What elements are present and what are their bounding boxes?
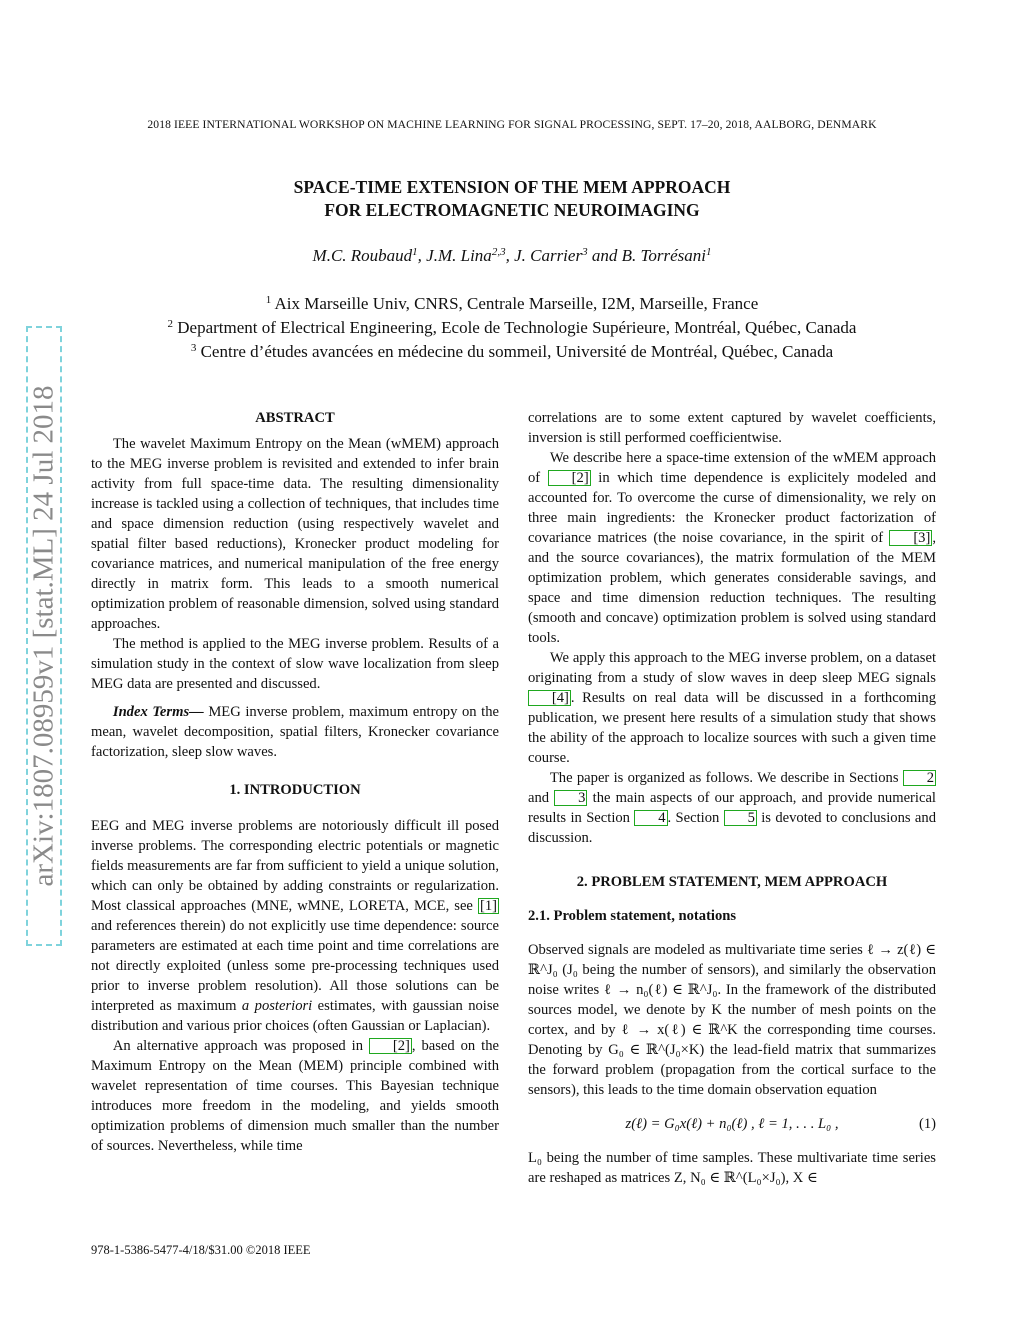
abstract-heading: ABSTRACT xyxy=(255,410,335,426)
author-name: J. Carrier xyxy=(514,246,583,265)
intro-paragraph xyxy=(528,648,936,768)
right-column xyxy=(528,408,936,1188)
text-run: . Section xyxy=(667,810,724,826)
section-heading-introduction: 1. INTRODUCTION xyxy=(229,782,361,798)
abstract-paragraph: The wavelet Maximum Entropy on the Mean (wMEM) approach to the MEG inverse problem is revisited and extended to infer brain activity from full space-time data. The resulting dimensionality increase is tackled using a collection of techniques, that includes time and space dimension reduction (using respectively wavelet and spatial filter based reductions), Kronecker product modeling for covariance matrices, and numerical manipulation of the free energy directly in matrix form. This leads to a smooth numerical optimization problem of reasonable dimension, solved using standard approaches. xyxy=(91,436,499,632)
affiliation-mark: 3 xyxy=(190,342,197,354)
citation-link[interactable]: [4] xyxy=(528,690,571,706)
author-affiliation-mark: 3 xyxy=(582,246,588,258)
arxiv-stamp xyxy=(26,326,62,946)
intro-paragraph: correlations are to some extent captured by wavelet coefficients, inversion is still performed coefficientwise. xyxy=(528,410,936,446)
section-link[interactable]: 2 xyxy=(903,770,936,786)
section-link[interactable]: 3 xyxy=(554,790,587,806)
text-run: , and the source covariances), the matrix formulation of the MEM optimization problem, which generates considerable savings, and space and time dimension reduction techniques. The resulting (smooth and concave) optimization problem is solved using standard tools. xyxy=(528,530,936,646)
body-paragraph: L₀ being the number of time samples. These multivariate time series are reshaped as matrices Z, N₀ ∈ ℝ^(L₀×J₀), X ∈ xyxy=(528,1150,936,1186)
affiliation xyxy=(0,340,1024,364)
text-run: An alternative approach was proposed in xyxy=(112,1038,369,1054)
author-name: B. Torrésani xyxy=(621,246,706,265)
title-line-2: FOR ELECTROMAGNETIC NEUROIMAGING xyxy=(324,200,700,220)
arxiv-identifier[interactable]: arXiv:1807.08959v1 [stat.ML] 24 Jul 2018 xyxy=(27,385,60,887)
author-separator: , xyxy=(417,246,427,265)
author-separator: , xyxy=(505,246,515,265)
left-column xyxy=(91,408,499,1156)
affiliation-mark: 2 xyxy=(167,318,174,330)
affiliations xyxy=(0,292,1024,364)
text-run: and xyxy=(528,790,555,806)
index-terms xyxy=(91,702,499,762)
author-name: J.M. Lina xyxy=(426,246,492,265)
equation-number: (1) xyxy=(918,1116,936,1132)
author-list xyxy=(0,246,1024,266)
citation-link[interactable]: [3] xyxy=(889,530,932,546)
text-run: is devoted to conclusions and discussion. xyxy=(528,810,936,846)
citation-link[interactable]: [1] xyxy=(479,898,497,914)
author-name: M.C. Roubaud xyxy=(312,246,413,265)
intro-paragraph xyxy=(528,768,936,848)
conference-header: 2018 IEEE INTERNATIONAL WORKSHOP ON MACHINE LEARNING FOR SIGNAL PROCESSING, SEPT. 17–20, 2018, AALBORG, DENMARK xyxy=(147,118,877,131)
intro-paragraph xyxy=(528,448,936,648)
intro-paragraph xyxy=(91,1036,499,1156)
affiliation xyxy=(0,292,1024,316)
index-terms-label: Index Terms— xyxy=(112,704,204,720)
author-affiliation-mark: 2,3 xyxy=(491,246,506,258)
equation-body: z(ℓ) = G₀x(ℓ) + n₀(ℓ) , ℓ = 1, . . . L₀ , xyxy=(625,1116,839,1132)
subsection-heading: 2.1. Problem statement, notations xyxy=(528,908,737,924)
section-link[interactable]: 5 xyxy=(724,810,757,826)
author-affiliation-mark: 1 xyxy=(412,246,418,258)
text-run: The paper is organized as follows. We describe in Sections xyxy=(549,770,903,786)
text-run: , based on the Maximum Entropy on the Mean (MEM) principle combined with wavelet representation of time courses. This Bayesian technique introduces more freedom in the modeling, and yields smooth optimization problems of dimension much smaller than the number of sources. Nevertheless, while time xyxy=(91,1038,499,1154)
title-line-1: SPACE-TIME EXTENSION OF THE MEM APPROACH xyxy=(293,177,731,197)
affiliation-text: Centre d’études avancées en médecine du sommeil, Université de Montréal, Québec, Canada xyxy=(200,342,834,361)
equation xyxy=(528,1114,936,1134)
affiliation-text: Department of Electrical Engineering, Ecole de Technologie Supérieure, Montréal, Québec, Canada xyxy=(177,318,857,337)
text-run-italic: a posteriori xyxy=(241,998,313,1014)
section-link[interactable]: 4 xyxy=(634,810,667,826)
affiliation-mark: 1 xyxy=(265,294,272,306)
text-run: We describe here a space-time extension of the wMEM approach of xyxy=(528,450,936,486)
author-affiliation-mark: 1 xyxy=(705,246,712,258)
affiliation-text: Aix Marseille Univ, CNRS, Centrale Marseille, I2M, Marseille, France xyxy=(274,294,759,313)
text-run: in which time dependence is explicitely modeled and accounted for. To overcome the curse of dimensionality, we rely on three main ingredients: the Kronecker product factorization of covariance matrices (the noise covariance, in the spirit of xyxy=(528,470,936,546)
abstract-paragraph: The method is applied to the MEG inverse problem. Results of a simulation study in the context of slow wave localization from sleep MEG data are presented and discussed. xyxy=(91,636,499,692)
text-run: and references therein) do not explicitly use time dependence: source parameters are estimated at each time point and time correlations are not directly exploited (unless some pre-processing techniques used prior to inverse problem resolution). All those solutions can be interpreted as maximum xyxy=(91,918,499,1014)
affiliation xyxy=(0,316,1024,340)
body-paragraph: Observed signals are modeled as multivariate time series ℓ → z(ℓ) ∈ ℝ^J₀ (J₀ being the number of sensors), and similarly the observation noise writes ℓ → n₀(ℓ) ∈ ℝ^J₀. In the framework of the distributed sources model, we denote by K the number of mesh points on the cortex, and by ℓ → x(ℓ) ∈ ℝ^K the corresponding time courses. Denoting by G₀ ∈ ℝ^(J₀×K) the lead-field matrix that summarizes the forward problem (propagation from the cortical surface to the sensors), this leads to the time domain observation equation xyxy=(528,942,936,1098)
citation-link[interactable]: [2] xyxy=(548,470,591,486)
author-separator: and xyxy=(587,246,622,265)
text-run: the main aspects of our approach, and provide numerical results in Section xyxy=(528,790,936,826)
copyright-footer: 978-1-5386-5477-4/18/$31.00 ©2018 IEEE xyxy=(91,1243,311,1257)
paper-title xyxy=(0,176,1024,222)
citation-link[interactable]: [2] xyxy=(369,1038,412,1054)
text-run: estimates, with gaussian noise distribution and various prior choices (often Gaussian or Laplacian). xyxy=(91,998,500,1034)
intro-paragraph xyxy=(91,816,499,1036)
text-run: . Results on real data will be discussed in a forthcoming publication, we present here results of a simulation study that shows the ability of the approach to localize sources with such a given time course. xyxy=(528,690,936,766)
text-run: We apply this approach to the MEG inverse problem, on a dataset originating from a study of slow waves in deep sleep MEG signals xyxy=(528,650,936,686)
index-terms-text: MEG inverse problem, maximum entropy on the mean, wavelet decomposition, spatial filters, Kronecker covariance factorization, sleep slow waves. xyxy=(91,704,499,760)
section-heading-problem-statement: 2. PROBLEM STATEMENT, MEM APPROACH xyxy=(576,874,888,890)
text-run: EEG and MEG inverse problems are notoriously difficult ill posed inverse problems. The corresponding electric potentials or magnetic fields measurements are far from sufficient to yield a unique solution, which can only be obtained by adding constraints or regularization. Most classical approaches (MNE, wMNE, LORETA, MCE, see xyxy=(91,818,499,914)
